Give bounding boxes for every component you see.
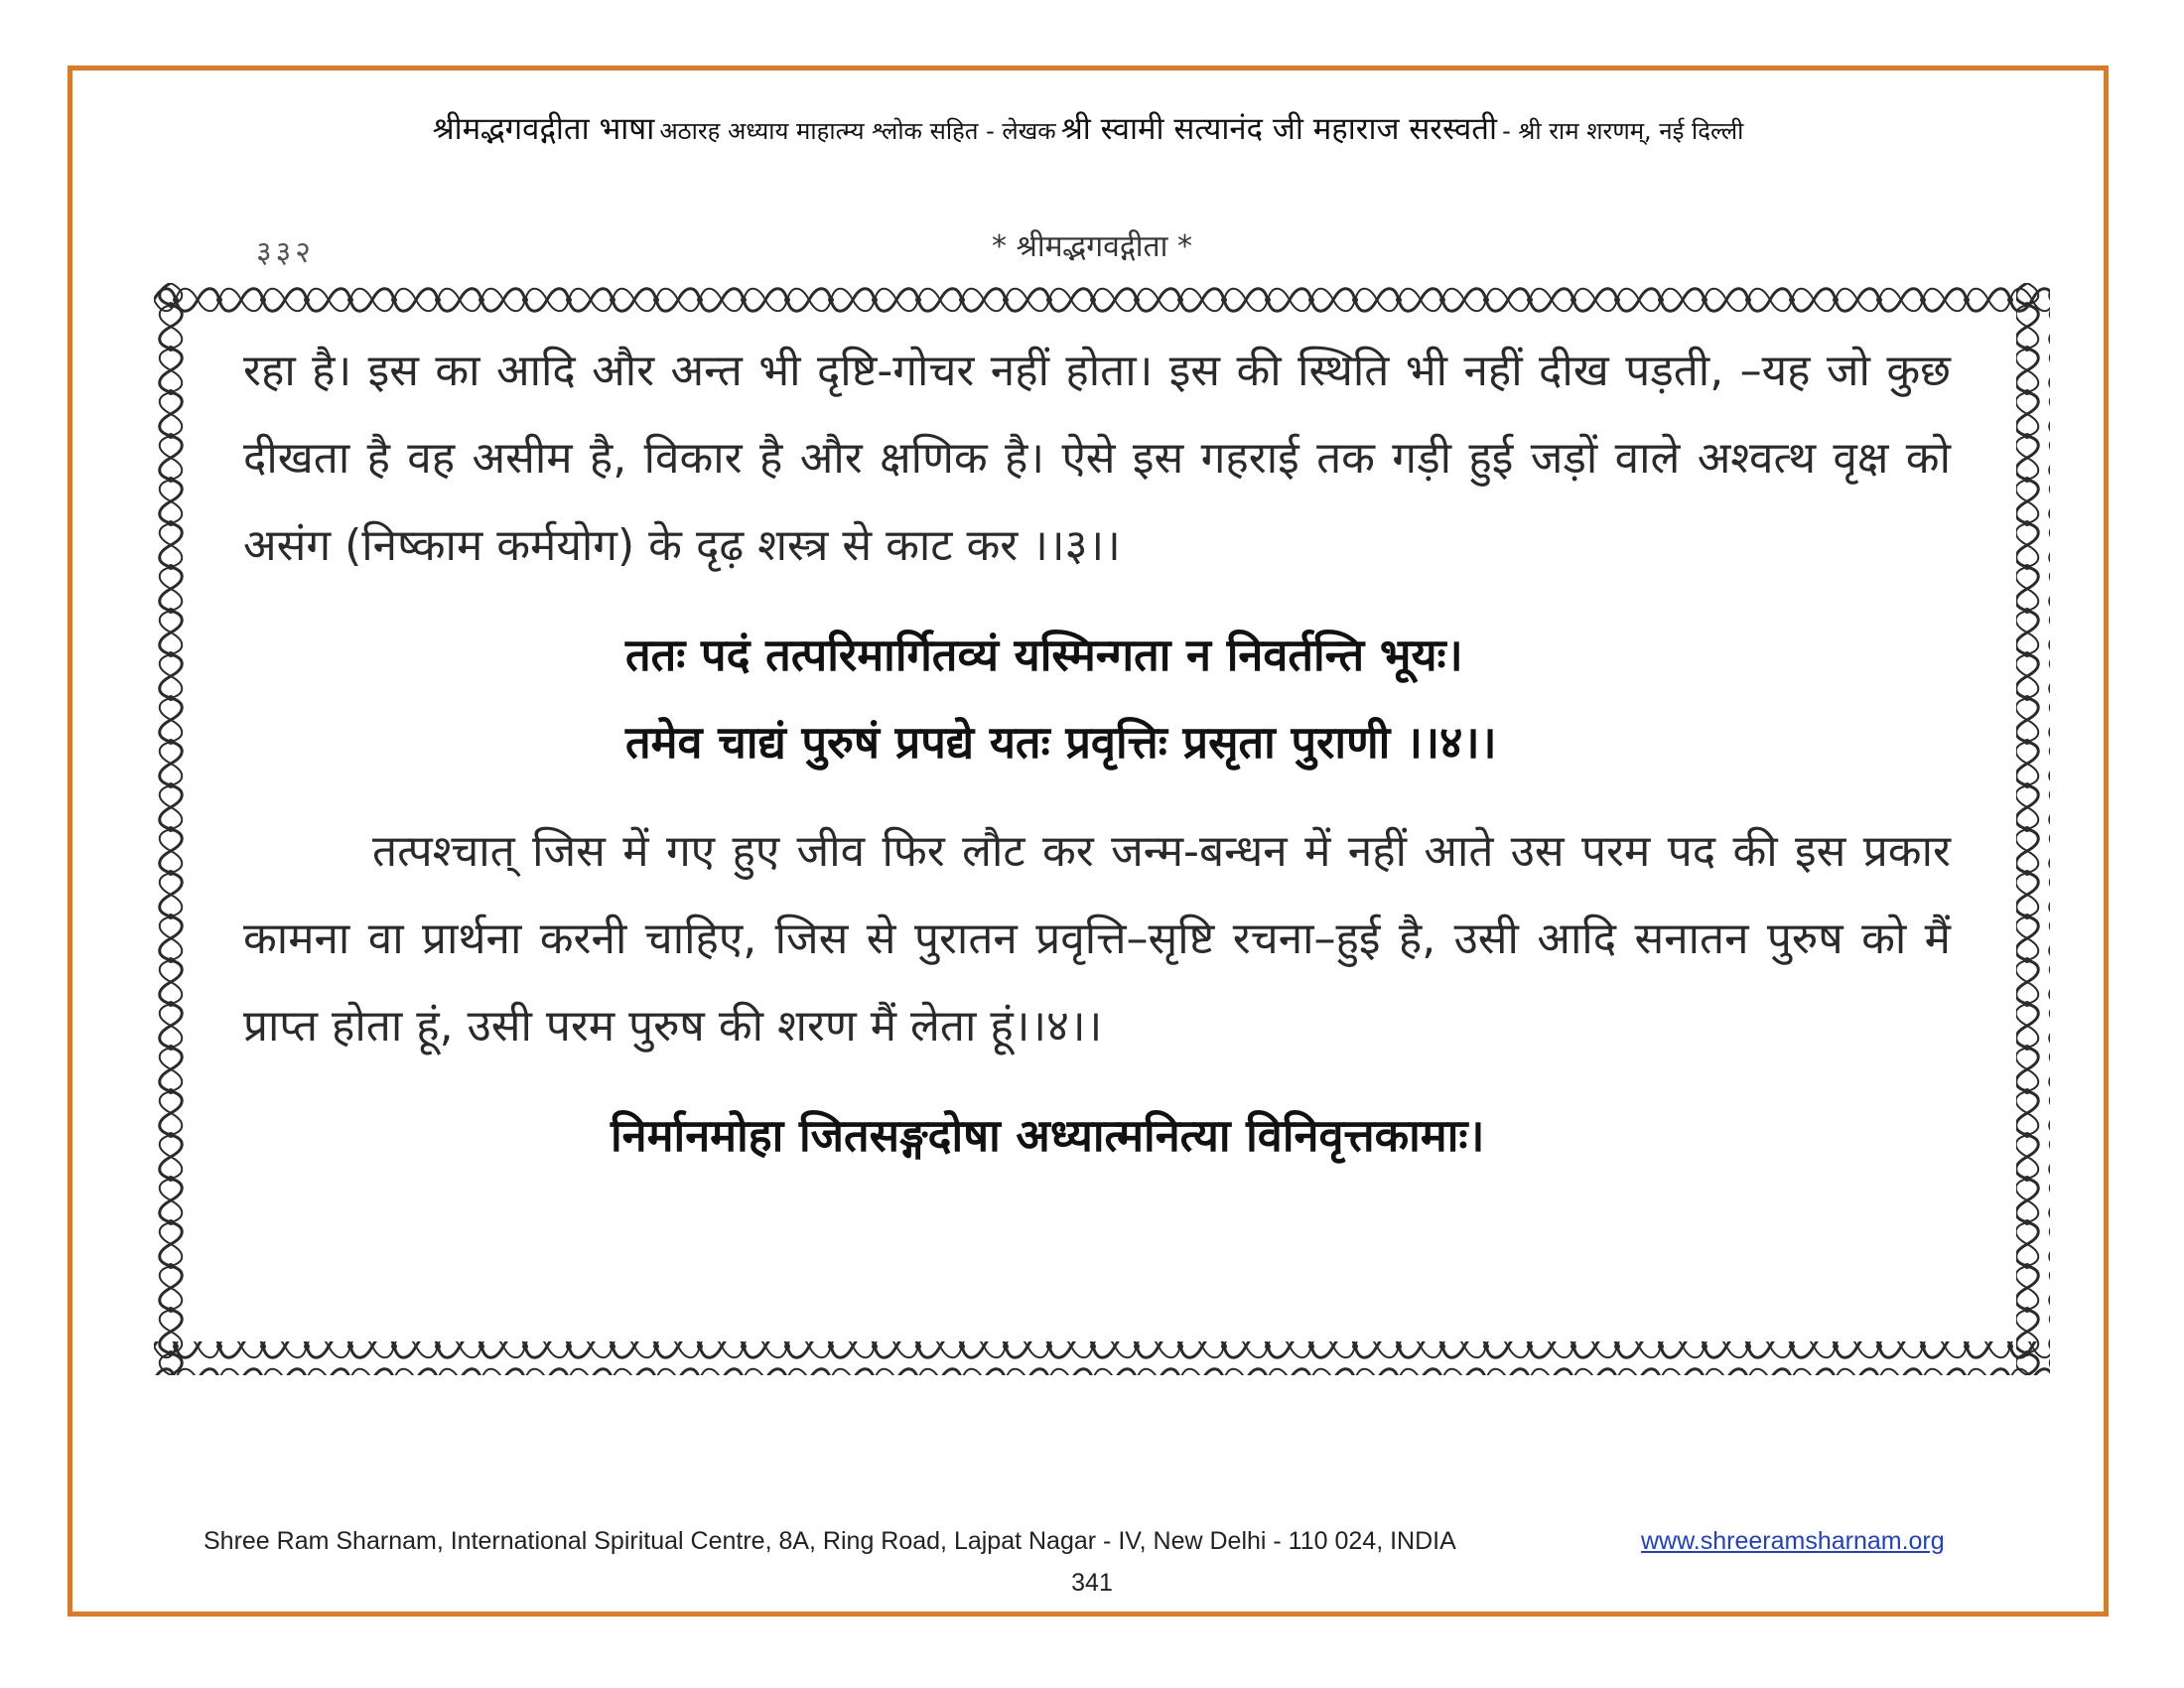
scanned-page-number: ३३२ [256, 235, 315, 270]
commentary-paragraph-1: रहा है। इस का आदि और अन्त भी दृष्टि-गोचर नहीं होता। इस की स्थिति भी नहीं दीख पड़ती, –यह जो कुछ दीखता है वह असीम है, विकार है और क्षणिक है। ऐसे इस गहराई तक गड़ी हुई जड़ों वाले अश्वत्थ वृक्ष को असंग (निष्काम कर्मयोग) के दृढ़ शस्त्र से काट कर ।।३।। [243, 346, 1951, 571]
header-author: श्री स्वामी सत्यानंद जी महाराज सरस्वती [1060, 111, 1497, 147]
ornament-left [154, 283, 188, 1375]
website-link[interactable]: www.shreeramsharnam.org [1641, 1527, 1945, 1555]
running-head: * श्रीमद्भगवद्गीता * [992, 229, 1192, 264]
book-header [68, 107, 2109, 149]
commentary-paragraph-2: तत्पश्चात् जिस में गए हुए जीव फिर लौट कर जन्म-बन्धन में नहीं आते उस परम पद की इस प्रकार कामना वा प्रार्थना करनी चाहिए, जिस से पुरातन प्रवृत्ति–सृष्टि रचना–हुई है, उसी आदि सनातन पुरुष को मैं प्राप्त होता हूं, उसी परम पुरुष की शरण मैं लेता हूं।।४।। [243, 826, 1951, 1052]
header-title: श्रीमद्भगवद्गीता भाषा [432, 111, 655, 147]
verse-4 [243, 612, 1951, 786]
verse-5-line-1: निर्मानमोहा जितसङ्गदोषा अध्यात्मनित्या विनिवृत्तकामाः। [611, 1109, 1485, 1162]
header-subtitle: अठारह अध्याय माहात्म्य श्लोक सहित - लेखक [659, 117, 1056, 145]
ornament-bottom [154, 1341, 2050, 1375]
scanned-text-block [243, 328, 1951, 1201]
footer-address: Shree Ram Sharnam, International Spiritual Centre, 8A, Ring Road, Lajpat Nagar - IV, New Delhi - 110 024, INDIA [204, 1527, 1456, 1555]
verse-4-line-2: तमेव चाद्यं पुरुषं प्रपद्ये यतः प्रवृत्तिः प्रसृता पुराणी ।।४।। [625, 716, 1497, 769]
ornament-right [2016, 283, 2050, 1375]
verse-5 [243, 1092, 1951, 1180]
header-publisher: - श्री राम शरणम्, नई दिल्ली [1502, 117, 1744, 145]
ornament-top [154, 283, 2050, 317]
verse-4-line-1: ततः पदं तत्परिमार्गितव्यं यस्मिन्गता न निवर्तन्ति भूयः। [625, 629, 1463, 681]
footer-page-number: 341 [1071, 1569, 1113, 1597]
